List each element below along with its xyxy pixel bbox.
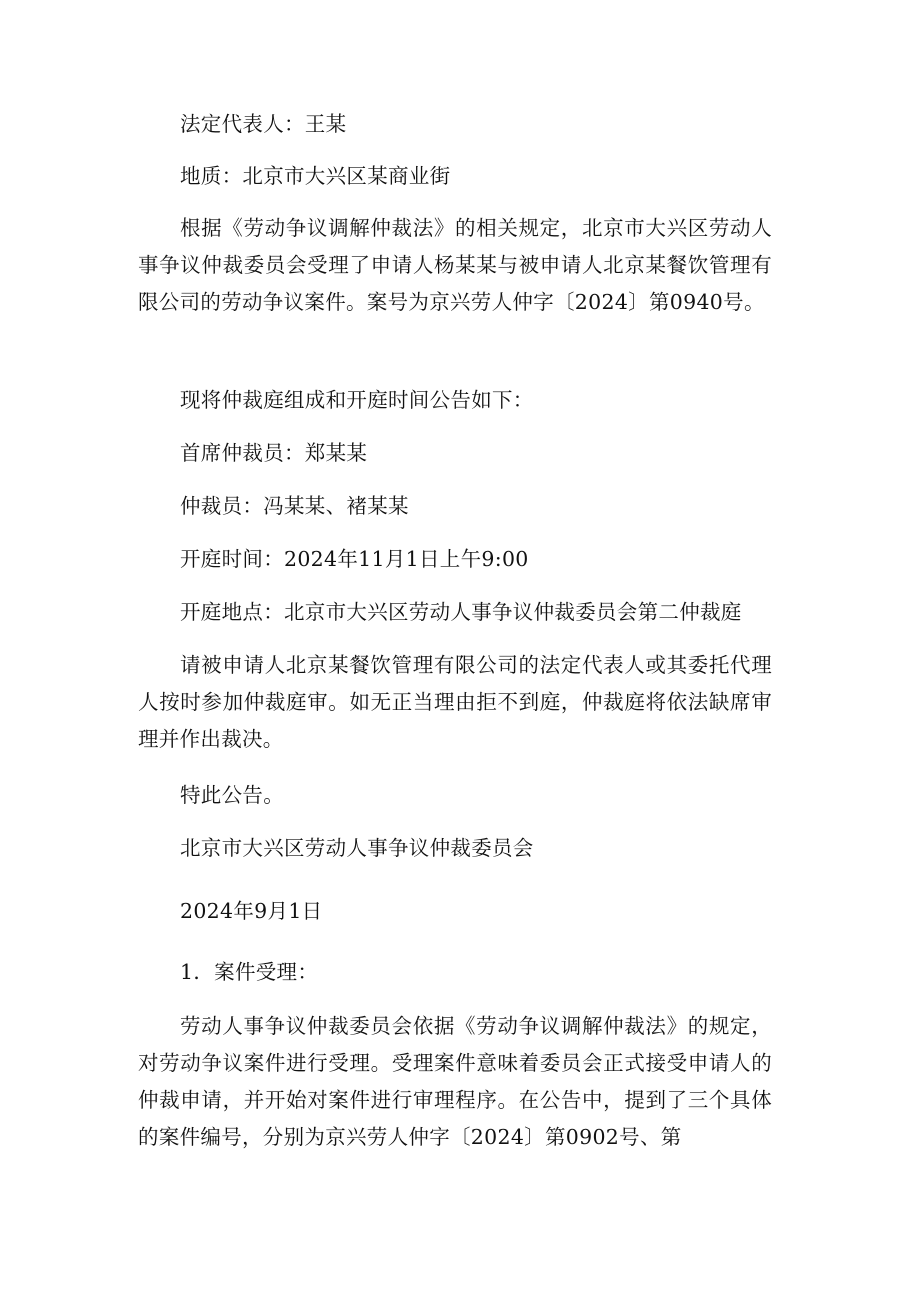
hearing-place-line: 开庭地点：北京市大兴区劳动人事争议仲裁委员会第二仲裁庭 [180, 600, 742, 624]
legal-representative-line: 法定代表人：王某 [180, 112, 347, 136]
section-paragraph: 劳动人事争议仲裁委员会依据《劳动争议调解仲裁法》的规定，对劳动争议案件进行受理。受理案件意味着委员会正式接受申请人的仲裁申请，并开始对案件进行审理程序。在公告中，提到了三个具体的案件编号，分别为京兴劳人仲字〔2024〕第0902号、第 [138, 1014, 772, 1149]
request-paragraph: 请被申请人北京某餐饮管理有限公司的法定代表人或其委托代理人按时参加仲裁庭审。如无正当理由拒不到庭，仲裁庭将依法缺席审理并作出裁决。 [138, 653, 772, 751]
intro-paragraph: 根据《劳动争议调解仲裁法》的相关规定，北京市大兴区劳动人事争议仲裁委员会受理了申请人杨某某与被申请人北京某餐饮管理有限公司的劳动争议案件。案号为京兴劳人仲字〔2024〕第0940号。 [138, 216, 772, 314]
closing-line: 特此公告。 [180, 783, 284, 807]
section-heading: 1．案件受理： [180, 960, 319, 984]
arbitrators-line: 仲裁员：冯某某、褚某某 [180, 494, 409, 518]
date-line: 2024年9月1日 [180, 899, 323, 923]
hearing-time-line: 开庭时间：2024年11月1日上午9:00 [180, 547, 529, 571]
address-line: 地质：北京市大兴区某商业街 [180, 164, 451, 188]
announcement-intro-line: 现将仲裁庭组成和开庭时间公告如下： [180, 388, 534, 412]
issuer-line: 北京市大兴区劳动人事争议仲裁委员会 [180, 836, 534, 860]
chief-arbitrator-line: 首席仲裁员：郑某某 [180, 441, 368, 465]
